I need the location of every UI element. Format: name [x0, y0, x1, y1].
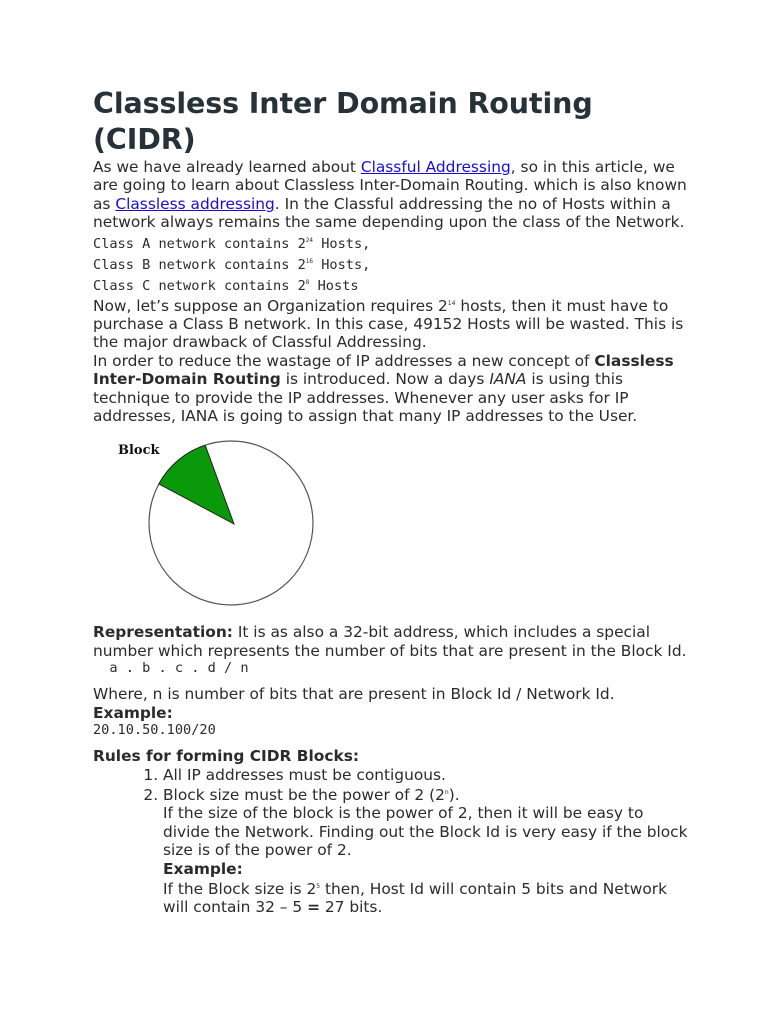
- intro-text-1: As we have already learned about: [93, 158, 361, 176]
- class-c-text: Class C network contains 2: [93, 277, 306, 294]
- hosts-text-1: Now, let’s suppose an Organization requires 2: [93, 296, 448, 315]
- example-heading: [93, 704, 693, 722]
- rules-list: [93, 766, 693, 917]
- class-a-line: [93, 232, 693, 253]
- class-b-exponent: 16: [305, 257, 314, 265]
- iana-term: IANA: [489, 370, 527, 389]
- representation-text: It is as also a 32-bit address, which includes a special number which represents the number of bits that are present in the Block Id.: [93, 623, 687, 660]
- cidr-bold-term: Classless Inter-Domain Routing: [93, 351, 674, 389]
- page-title: Classless Inter Domain Routing (CIDR): [93, 87, 593, 156]
- rule-item-power-of-two: [163, 784, 693, 917]
- class-a-exponent: 24: [305, 236, 314, 244]
- example-address: 20.10.50.100/20: [93, 722, 216, 739]
- rules-heading-text: Rules for forming CIDR Blocks:: [93, 747, 360, 766]
- class-a-text: Class A network contains 2: [93, 235, 306, 252]
- rule-2-example-label: Example:: [163, 859, 243, 878]
- class-b-line: [93, 253, 693, 274]
- rule-1-text: All IP addresses must be contiguous.: [163, 765, 446, 784]
- classful-addressing-link[interactable]: Classful Addressing: [360, 158, 511, 176]
- class-c-tail: Hosts: [309, 277, 359, 294]
- block-label: Block: [118, 443, 160, 459]
- representation-label: Representation:: [93, 623, 233, 642]
- intro-text-2: , so in this article, we are going to learn about Classless Inter-Domain Routing. which is also known as: [93, 158, 687, 213]
- cidr-intro-paragraph: [93, 352, 693, 426]
- rule-2-tail: ).: [448, 785, 460, 804]
- rules-heading: [93, 747, 693, 765]
- rule-2-example-text-2: then, Host Id will contain 5 bits and Network will contain 32 – 5: [163, 879, 667, 917]
- article-content: [93, 86, 693, 917]
- hosts-text-2: hosts, then it must have to purchase a Class B network. In this case, 49152 Hosts will be wasted. This is the major drawback of Classful Addressing.: [93, 296, 684, 352]
- where-text: Where, n is number of bits that are present in Block Id / Network Id.: [93, 685, 615, 704]
- cidr-text-3: is using this technique to provide the IP addresses. Whenever any user asks for IP addresses, IANA is going to assign that many IP addresses to the User.: [93, 370, 638, 426]
- rule-2-detail: If the size of the block is the power of 2, then it will be easy to divide the Network. Finding out the Block Id is very easy if the block size is of the power of 2.: [163, 804, 688, 860]
- representation-paragraph: [93, 623, 693, 660]
- intro-paragraph: [93, 158, 693, 232]
- rule-2-exponent: n: [444, 788, 449, 796]
- rule-item-contiguous: [163, 766, 693, 784]
- class-a-tail: Hosts,: [313, 235, 371, 252]
- class-b-tail: Hosts,: [313, 256, 371, 273]
- rule-2-example: [163, 878, 693, 917]
- rule-2-example-text-3: 27 bits.: [319, 898, 383, 917]
- class-c-line: [93, 274, 693, 295]
- class-c-exponent: 8: [305, 278, 310, 286]
- hosts-exponent: 14: [447, 299, 456, 307]
- rule-2-example-exponent: 5: [316, 882, 321, 890]
- example-label: Example:: [93, 703, 173, 722]
- block-figure: [93, 425, 693, 623]
- intro-text-3: . In the Classful addressing the no of Hosts within a network always remains the same depending upon the class of the Network.: [93, 194, 685, 232]
- classless-addressing-link[interactable]: Classless addressing: [115, 194, 275, 213]
- class-b-text: Class B network contains 2: [93, 256, 306, 273]
- block-pie-diagram: [113, 425, 353, 623]
- cidr-notation: a . b . c . d / n: [93, 660, 249, 677]
- rule-2-text: Block size must be the power of 2 (2: [163, 785, 445, 804]
- rule-2-example-equals: =: [307, 898, 320, 917]
- cidr-text-2: is introduced. Now a days: [280, 370, 490, 389]
- hosts-paragraph: [93, 295, 693, 352]
- cidr-text-1: In order to reduce the wastage of IP addresses a new concept of: [93, 351, 595, 370]
- rule-2-example-text-1: If the Block size is 2: [163, 879, 317, 898]
